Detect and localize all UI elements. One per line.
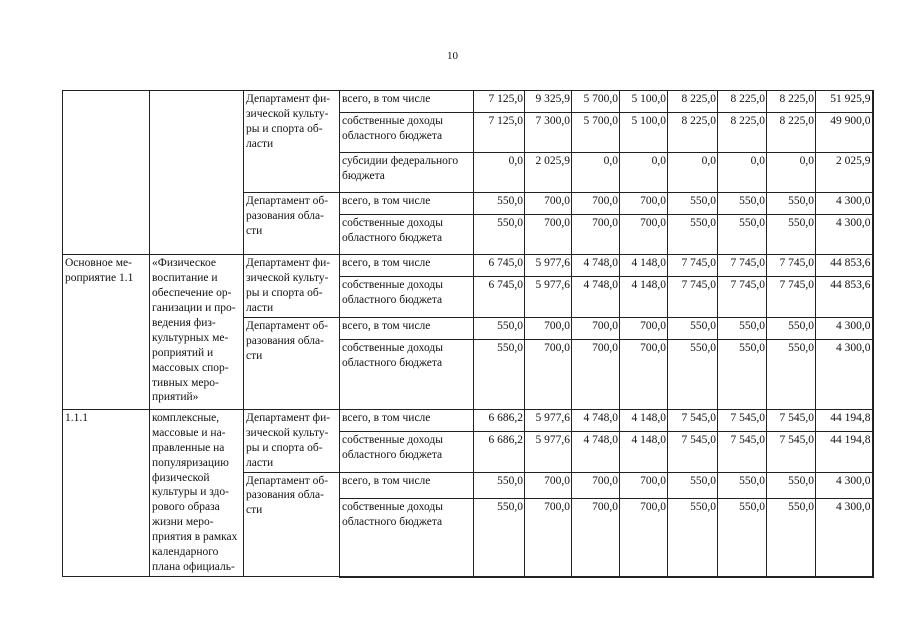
value-cell: 8 225,0 bbox=[767, 113, 816, 153]
value-cell: 700,0 bbox=[525, 339, 572, 409]
funding-source-cell: собственные доходы областного бюджета bbox=[340, 339, 474, 409]
value-cell: 550,0 bbox=[718, 472, 767, 499]
value-cell: 4 748,0 bbox=[572, 432, 620, 472]
value-cell: 4 148,0 bbox=[620, 409, 668, 431]
funding-source-cell: всего, в том числе bbox=[340, 409, 474, 431]
value-cell: 5 977,6 bbox=[525, 432, 572, 472]
value-cell: 7 545,0 bbox=[718, 409, 767, 431]
activity-number-cell: Основное ме-роприятие 1.1 bbox=[63, 255, 150, 410]
value-cell: 8 225,0 bbox=[767, 91, 816, 113]
value-cell: 700,0 bbox=[572, 193, 620, 215]
value-cell: 5 977,6 bbox=[525, 409, 572, 431]
value-cell: 550,0 bbox=[474, 472, 525, 499]
activity-number-cell: 1.1.1 bbox=[63, 409, 150, 576]
funding-source-cell: всего, в том числе bbox=[340, 472, 474, 499]
value-cell: 7 300,0 bbox=[525, 113, 572, 153]
value-cell: 700,0 bbox=[525, 215, 572, 255]
value-cell: 4 748,0 bbox=[572, 255, 620, 277]
value-cell: 700,0 bbox=[572, 215, 620, 255]
value-cell: 700,0 bbox=[620, 339, 668, 409]
funding-source-cell: собственные доходы областного бюджета bbox=[340, 215, 474, 255]
value-cell: 550,0 bbox=[767, 499, 816, 577]
value-cell: 700,0 bbox=[525, 472, 572, 499]
value-cell: 7 745,0 bbox=[668, 277, 718, 317]
value-cell: 550,0 bbox=[718, 215, 767, 255]
total-cell: 4 300,0 bbox=[816, 499, 873, 577]
value-cell: 700,0 bbox=[620, 215, 668, 255]
value-cell: 5 977,6 bbox=[525, 277, 572, 317]
value-cell: 550,0 bbox=[668, 193, 718, 215]
funding-source-cell: всего, в том числе bbox=[340, 91, 474, 113]
value-cell: 700,0 bbox=[620, 193, 668, 215]
table-row bbox=[63, 409, 873, 431]
value-cell: 700,0 bbox=[620, 472, 668, 499]
funding-source-cell: всего, в том числе bbox=[340, 317, 474, 339]
value-cell: 6 686,2 bbox=[474, 409, 525, 431]
value-cell: 550,0 bbox=[767, 339, 816, 409]
value-cell: 550,0 bbox=[718, 317, 767, 339]
value-cell: 700,0 bbox=[572, 472, 620, 499]
value-cell: 550,0 bbox=[668, 339, 718, 409]
value-cell: 4 148,0 bbox=[620, 432, 668, 472]
funding-source-cell: собственные доходы областного бюджета bbox=[340, 432, 474, 472]
value-cell: 550,0 bbox=[767, 215, 816, 255]
value-cell: 7 125,0 bbox=[474, 91, 525, 113]
funding-source-cell: собственные доходы областного бюджета bbox=[340, 113, 474, 153]
executor-cell: Департамент фи-зической культу-ры и спорта об-ласти bbox=[244, 91, 340, 193]
funding-source-cell: всего, в том числе bbox=[340, 255, 474, 277]
funding-source-cell: субсидии федерального бюджета bbox=[340, 153, 474, 193]
value-cell: 700,0 bbox=[620, 499, 668, 577]
value-cell: 0,0 bbox=[718, 153, 767, 193]
value-cell: 700,0 bbox=[572, 339, 620, 409]
value-cell: 5 977,6 bbox=[525, 255, 572, 277]
value-cell: 9 325,9 bbox=[525, 91, 572, 113]
value-cell: 550,0 bbox=[668, 499, 718, 577]
executor-cell: Департамент фи-зической культу-ры и спорта об-ласти bbox=[244, 255, 340, 318]
value-cell: 550,0 bbox=[767, 193, 816, 215]
value-cell: 5 700,0 bbox=[572, 91, 620, 113]
total-cell: 51 925,9 bbox=[816, 91, 873, 113]
value-cell: 5 700,0 bbox=[572, 113, 620, 153]
value-cell: 550,0 bbox=[668, 215, 718, 255]
value-cell: 700,0 bbox=[525, 317, 572, 339]
value-cell: 550,0 bbox=[474, 499, 525, 577]
table-row bbox=[63, 255, 873, 277]
total-cell: 44 853,6 bbox=[816, 277, 873, 317]
activity-name-cell bbox=[150, 91, 244, 255]
value-cell: 8 225,0 bbox=[668, 113, 718, 153]
value-cell: 700,0 bbox=[525, 499, 572, 577]
value-cell: 7 545,0 bbox=[668, 409, 718, 431]
value-cell: 550,0 bbox=[668, 472, 718, 499]
value-cell: 7 745,0 bbox=[718, 255, 767, 277]
executor-cell: Департамент об-разования обла-сти bbox=[244, 317, 340, 409]
funding-source-cell: всего, в том числе bbox=[340, 193, 474, 215]
page-number: 10 bbox=[447, 50, 458, 62]
value-cell: 550,0 bbox=[474, 193, 525, 215]
total-cell: 44 853,6 bbox=[816, 255, 873, 277]
value-cell: 4 748,0 bbox=[572, 277, 620, 317]
total-cell: 2 025,9 bbox=[816, 153, 873, 193]
value-cell: 550,0 bbox=[718, 339, 767, 409]
value-cell: 0,0 bbox=[572, 153, 620, 193]
table-row bbox=[63, 91, 873, 113]
value-cell: 0,0 bbox=[474, 153, 525, 193]
total-cell: 44 194,8 bbox=[816, 432, 873, 472]
total-cell: 44 194,8 bbox=[816, 409, 873, 431]
value-cell: 2 025,9 bbox=[525, 153, 572, 193]
value-cell: 4 148,0 bbox=[620, 255, 668, 277]
funding-source-cell: собственные доходы областного бюджета bbox=[340, 499, 474, 577]
activity-name-cell: «Физическое воспитание и обеспечение ор-ганизации и про-ведения физ-культурных ме-роприятий и массовых спор-тивных меро-приятий» bbox=[150, 255, 244, 410]
total-cell: 4 300,0 bbox=[816, 193, 873, 215]
value-cell: 7 545,0 bbox=[767, 409, 816, 431]
executor-cell: Департамент об-разования обла-сти bbox=[244, 472, 340, 577]
value-cell: 550,0 bbox=[474, 339, 525, 409]
value-cell: 700,0 bbox=[572, 317, 620, 339]
executor-cell: Департамент фи-зической культу-ры и спорта об-ласти bbox=[244, 409, 340, 472]
value-cell: 7 545,0 bbox=[668, 432, 718, 472]
value-cell: 7 545,0 bbox=[767, 432, 816, 472]
value-cell: 8 225,0 bbox=[718, 113, 767, 153]
activity-number-cell bbox=[63, 91, 150, 255]
value-cell: 0,0 bbox=[767, 153, 816, 193]
value-cell: 550,0 bbox=[668, 317, 718, 339]
funding-source-cell: собственные доходы областного бюджета bbox=[340, 277, 474, 317]
value-cell: 6 745,0 bbox=[474, 277, 525, 317]
value-cell: 7 745,0 bbox=[668, 255, 718, 277]
value-cell: 5 100,0 bbox=[620, 91, 668, 113]
value-cell: 7 125,0 bbox=[474, 113, 525, 153]
total-cell: 4 300,0 bbox=[816, 339, 873, 409]
value-cell: 700,0 bbox=[572, 499, 620, 577]
value-cell: 4 748,0 bbox=[572, 409, 620, 431]
value-cell: 6 686,2 bbox=[474, 432, 525, 472]
total-cell: 49 900,0 bbox=[816, 113, 873, 153]
value-cell: 6 745,0 bbox=[474, 255, 525, 277]
value-cell: 550,0 bbox=[718, 499, 767, 577]
total-cell: 4 300,0 bbox=[816, 317, 873, 339]
value-cell: 550,0 bbox=[474, 215, 525, 255]
executor-cell: Департамент об-разования обла-сти bbox=[244, 193, 340, 255]
value-cell: 700,0 bbox=[620, 317, 668, 339]
activity-name-cell: комплексные, массовые и на-правленные на популяризацию физической культуры и здо-рового образа жизни меро-приятия в рамках календарного плана официаль- bbox=[150, 409, 244, 576]
value-cell: 8 225,0 bbox=[668, 91, 718, 113]
budget-table bbox=[62, 90, 874, 578]
value-cell: 700,0 bbox=[525, 193, 572, 215]
value-cell: 7 545,0 bbox=[718, 432, 767, 472]
total-cell: 4 300,0 bbox=[816, 215, 873, 255]
total-cell: 4 300,0 bbox=[816, 472, 873, 499]
value-cell: 4 148,0 bbox=[620, 277, 668, 317]
value-cell: 7 745,0 bbox=[767, 255, 816, 277]
value-cell: 550,0 bbox=[767, 317, 816, 339]
value-cell: 7 745,0 bbox=[718, 277, 767, 317]
value-cell: 0,0 bbox=[668, 153, 718, 193]
value-cell: 550,0 bbox=[474, 317, 525, 339]
value-cell: 0,0 bbox=[620, 153, 668, 193]
value-cell: 5 100,0 bbox=[620, 113, 668, 153]
value-cell: 550,0 bbox=[718, 193, 767, 215]
value-cell: 7 745,0 bbox=[767, 277, 816, 317]
value-cell: 550,0 bbox=[767, 472, 816, 499]
value-cell: 8 225,0 bbox=[718, 91, 767, 113]
